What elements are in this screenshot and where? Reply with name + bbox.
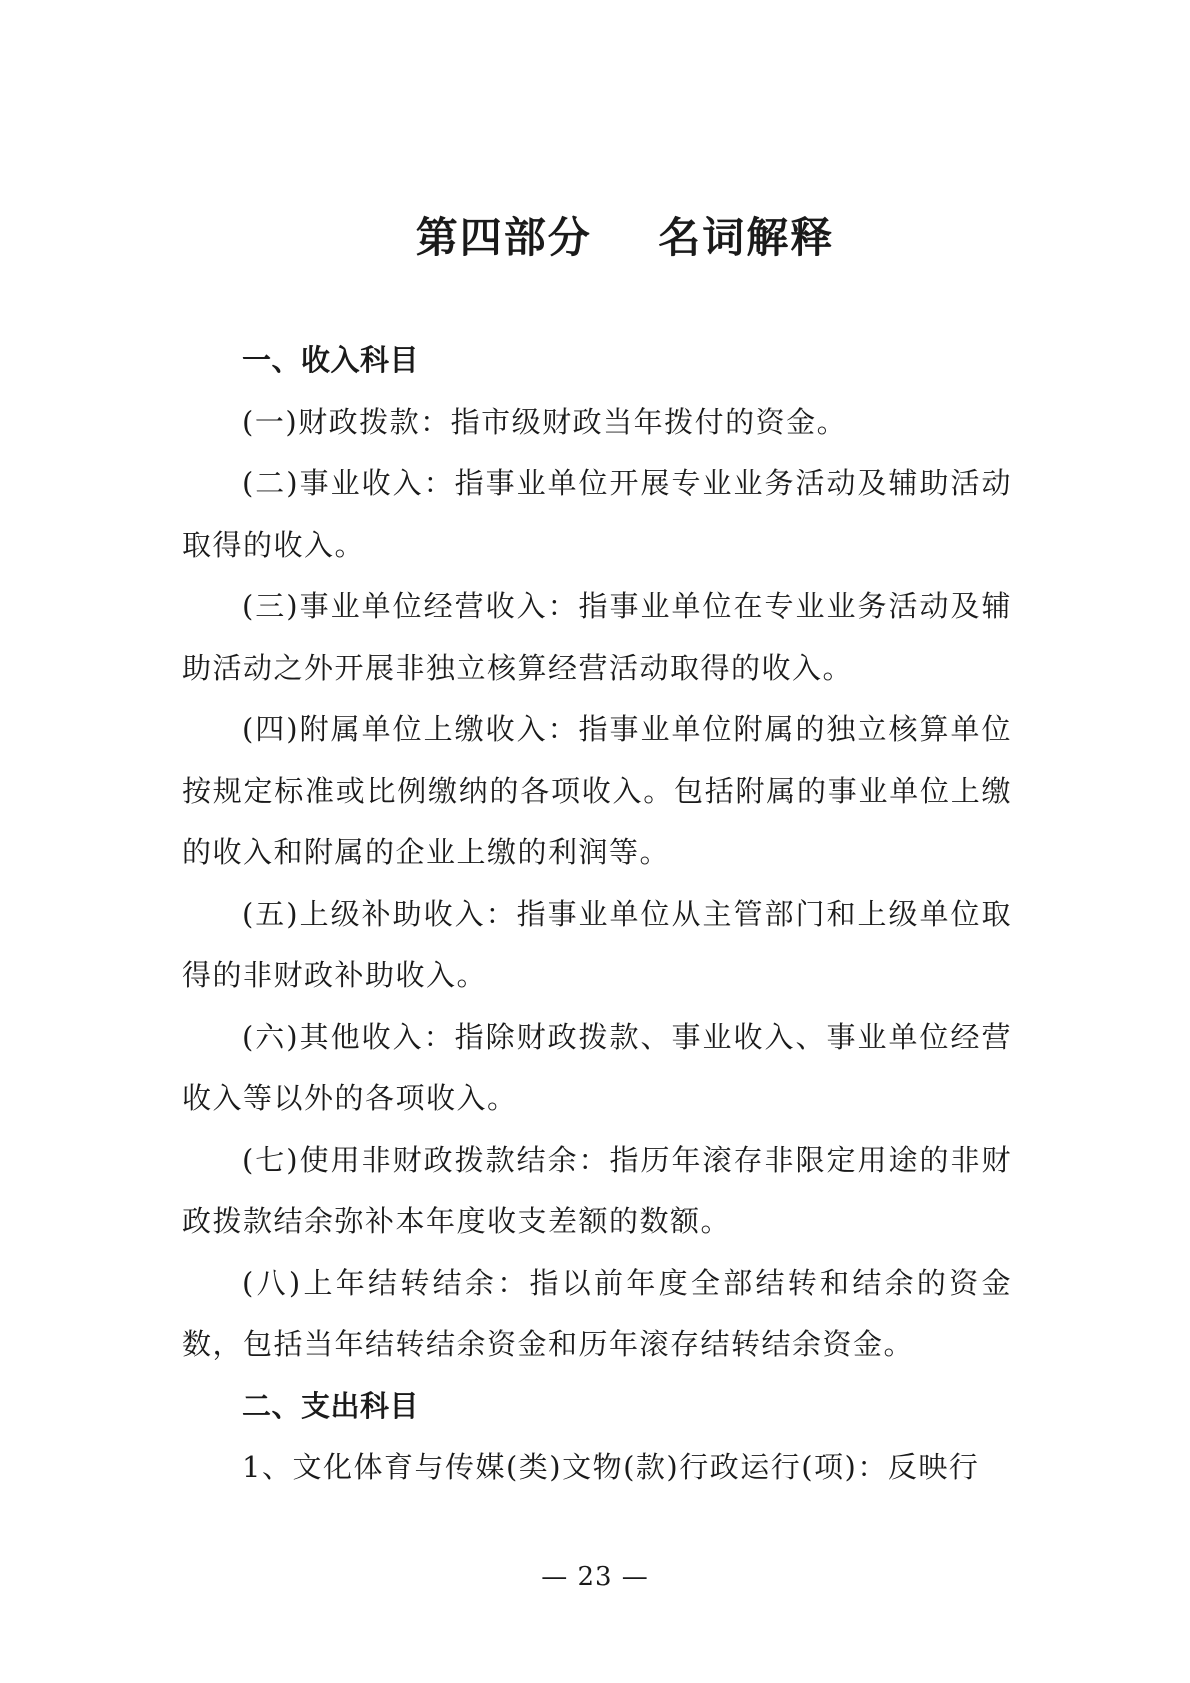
paragraph-item-7: (七)使用非财政拨款结余：指历年滚存非限定用途的非财政拨款结余弥补本年度收支差额的数额。 [182, 1142, 1012, 1238]
paragraph-item-8: (八)上年结转结余：指以前年度全部结转和结余的资金数，包括当年结转结余资金和历年滚存结转结余资金。 [182, 1265, 1012, 1361]
paragraph-item-4: (四)附属单位上缴收入：指事业单位附属的独立核算单位按规定标准或比例缴纳的各项收入。包括附属的事业单位上缴的收入和附属的企业上缴的利润等。 [182, 712, 1012, 869]
page-title: 第四部分 名词解释 [415, 213, 835, 262]
page-number: — 23 — [541, 1562, 649, 1592]
paragraph-expenditure-1: 1、文化体育与传媒(类)文物(款)行政运行(项)：反映行 [242, 1450, 980, 1484]
paragraph-item-6: (六)其他收入：指除财政拨款、事业收入、事业单位经营收入等以外的各项收入。 [182, 1019, 1012, 1115]
document-body [182, 330, 1012, 1499]
paragraph-item-1: (一)财政拨款：指市级财政当年拨付的资金。 [242, 404, 848, 439]
paragraph-item-3: (三)事业单位经营收入：指事业单位在专业业务活动及辅助活动之外开展非独立核算经营活动取得的收入。 [182, 589, 1012, 685]
paragraph-item-2: (二)事业收入：指事业单位开展专业业务活动及辅助活动取得的收入。 [182, 466, 1012, 562]
paragraph-item-5: (五)上级补助收入：指事业单位从主管部门和上级单位取得的非财政补助收入。 [182, 896, 1012, 992]
section-heading-expenditure: 二、支出科目 [242, 1388, 420, 1423]
section-heading-income: 一、收入科目 [242, 343, 420, 377]
